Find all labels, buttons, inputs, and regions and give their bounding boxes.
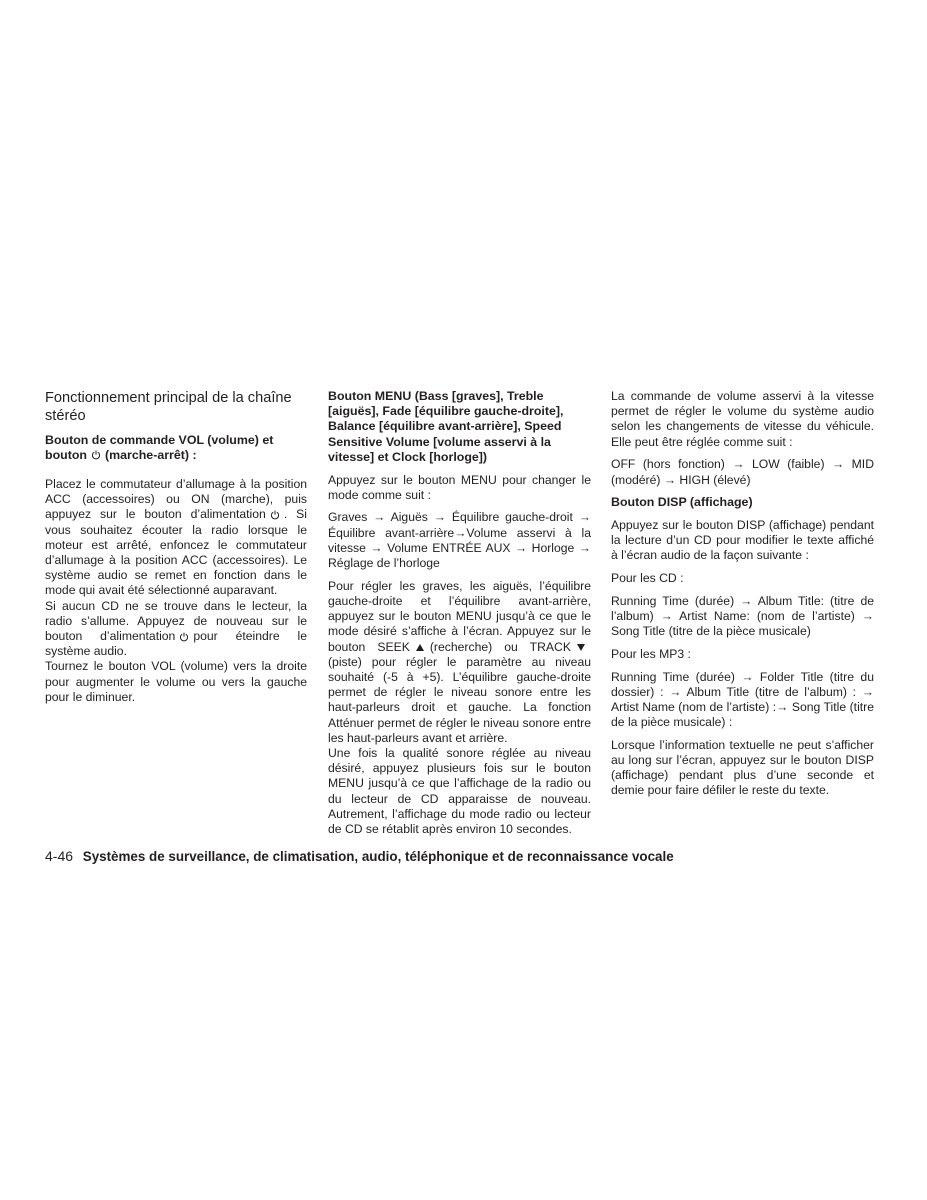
vol-heading-text-b: (marche-arrêt) : xyxy=(104,447,197,462)
power-icon xyxy=(270,510,280,520)
paragraph: Pour les CD : xyxy=(611,571,684,586)
paragraph-text: Si aucun CD ne se trouve dans le lecteur, la radio s’allume. Appuyez de nouveau sur le bouton d’alimentation xyxy=(45,598,307,643)
paragraph-text: . Si vous souhaitez écouter la radio lorsque le moteur est arrêté, enfoncez le commutateur d’allumage à la position ACC (accessoires). Le système audio se remet en fonction dans le mode qui avait été sélectionné auparavant. xyxy=(45,507,307,598)
paragraph: Pour les MP3 : xyxy=(611,646,691,661)
power-icon xyxy=(91,450,101,460)
paragraph: Tournez le bouton VOL (volume) vers la droite pour augmenter le volume ou vers la gauche pour le diminuer. xyxy=(45,659,307,704)
disp-heading: Bouton DISP (affichage) xyxy=(611,495,753,510)
triangle-down-icon xyxy=(577,644,585,651)
page-footer xyxy=(45,847,674,866)
paragraph: Appuyez sur le bouton MENU pour changer le mode comme suit : xyxy=(328,472,591,502)
paragraph: Running Time (durée) → Album Title: (titre de l’album) → Artist Name: (nom de l’artiste) → Song Title (titre de la pièce musicale) xyxy=(611,593,874,639)
chapter-title: Systèmes de surveillance, de climatisation, audio, téléphonique et de reconnaissance vocale xyxy=(82,849,674,864)
paragraph xyxy=(45,599,307,660)
paragraph xyxy=(328,579,591,746)
triangle-up-icon xyxy=(416,644,424,651)
section-title: Fonctionnement principal de la chaîne stéréo xyxy=(45,390,292,424)
paragraph-text: pour éteindre le système audio. xyxy=(45,628,307,659)
paragraph: Une fois la qualité sonore réglée au niveau désiré, appuyez plusieurs fois sur le bouton MENU jusqu’à ce que l’affichage de la radio ou du lecteur de CD apparaisse de nouveau. Autrement, l’affichage du mode radio ou lecteur de CD se rétablit après environ 10 secondes. xyxy=(328,745,591,836)
power-icon xyxy=(179,632,189,642)
column-middle xyxy=(328,389,591,837)
menu-heading: Bouton MENU (Bass [graves], Treble [aiguës], Fade [équilibre gauche-droite], Balance [équilibre avant-arrière], Speed Sensitive Volume [volume asservi à la vitesse] et Clock [horloge]) xyxy=(328,389,564,464)
column-right xyxy=(611,389,874,799)
paragraph-text: Placez le commutateur d’allumage à la position ACC (accessoires) ou ON (marche), puis appuyez sur le bouton d’alimentation xyxy=(45,476,307,522)
vol-heading xyxy=(45,433,307,463)
paragraph xyxy=(45,477,307,599)
paragraph: OFF (hors fonction) → LOW (faible) → MID (modéré) → HIGH (élevé) xyxy=(611,457,874,487)
column-left xyxy=(45,389,307,705)
page-number: 4-46 xyxy=(45,848,74,864)
paragraph-text: (recherche) ou TRACK xyxy=(429,639,571,654)
paragraph: Graves → Aiguës → Équilibre gauche-droit → Équilibre avant-arrière→Volume asservi à la vitesse → Volume ENTRÉE AUX → Horloge → Réglage de l’horloge xyxy=(328,510,591,571)
paragraph-text: (piste) pour régler le paramètre au niveau souhaité (-5 à +5). L’équilibre gauche-droite permet de régler le niveau sonore entre les haut-parleurs droit et gauche. La fonction Atténuer permet de régler le niveau sonore entre les haut-parleurs avant et arrière. xyxy=(328,654,591,745)
paragraph: Lorsque l’information textuelle ne peut s’afficher au long sur l’écran, appuyez sur le bouton DISP (affichage) pendant plus d’une seconde et demie pour faire défiler le reste du texte. xyxy=(611,737,874,798)
paragraph: Appuyez sur le bouton DISP (affichage) pendant la lecture d’un CD pour modifier le texte affiché à l’écran audio de la façon suivante : xyxy=(611,517,874,563)
vol-heading-text-a: Bouton de commande VOL (volume) et bouton xyxy=(45,432,274,462)
paragraph: La commande de volume asservi à la vitesse permet de régler le volume du système audio selon les changements de vitesse du véhicule. Elle peut être réglée comme suit : xyxy=(611,389,874,449)
paragraph: Running Time (durée) → Folder Title (titre du dossier) : → Album Title (titre de l’album) : → Artist Name (nom de l’artiste) :→ Song Title (titre de la pièce musicale) : xyxy=(611,669,874,730)
paragraph-text: Pour régler les graves, les aiguës, l’équilibre gauche-droite et l’équilibre avant-arrière, appuyez sur le bouton MENU jusqu’à ce que le mode désiré s’affiche à l’écran. Appuyez sur le bouton SEEK xyxy=(328,578,591,654)
